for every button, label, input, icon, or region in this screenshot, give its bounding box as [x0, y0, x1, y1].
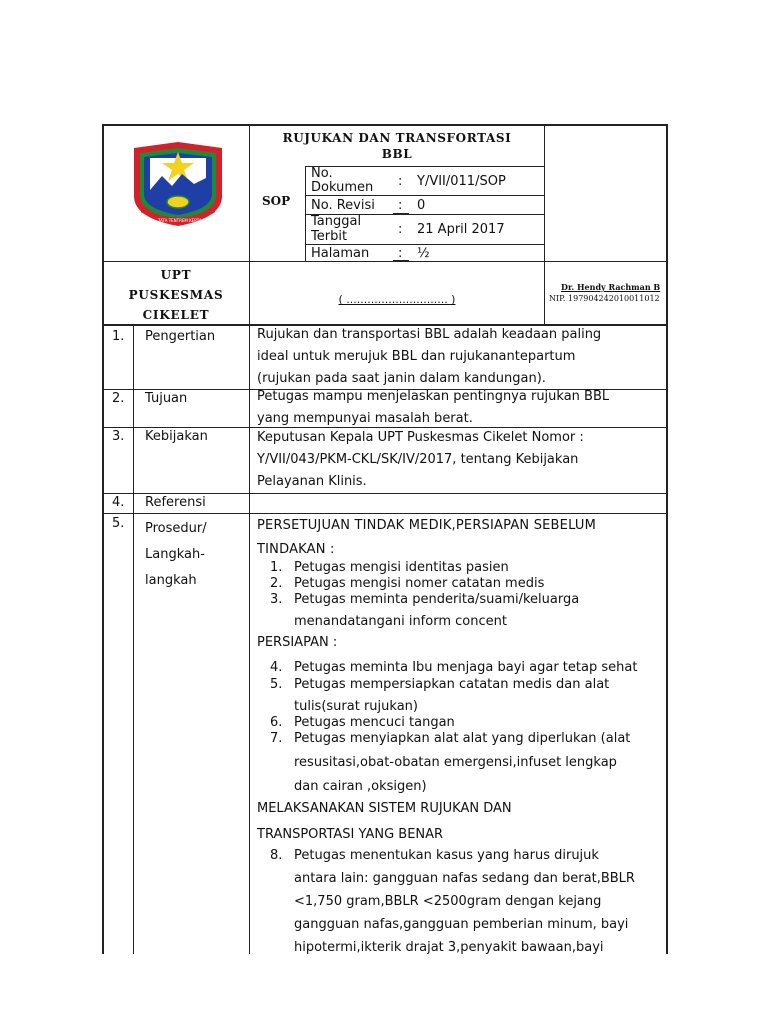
list-item-continuation: gangguan nafas,gangguan pemberian minum, bayi [294, 917, 629, 932]
divider [393, 213, 409, 214]
procedure-heading: MELAKSANAKAN SISTEM RUJUKAN DAN TRANSPORTASI YANG BENAR [257, 801, 512, 842]
table-border-right [666, 124, 668, 954]
list-item-continuation: hipotermi,ikterik drajat 3,penyakit bawaan,bayi [294, 940, 604, 955]
section-number: 4. [112, 495, 125, 510]
meta-sep: : [398, 198, 403, 213]
list-item-continuation: <1,750 gram,BBLR <2500gram dengan kejang [294, 894, 602, 909]
logo-emblem [128, 138, 228, 230]
signer-nip: NIP. 197904242010011012 [549, 294, 660, 303]
section-label-tujuan: Tujuan [145, 391, 188, 406]
logo-motto: TATA TENTREM KERTA RAHARJA [158, 218, 221, 223]
signer-block [549, 282, 660, 304]
section-content-kebijakan: Keputusan Kepala UPT Puskesmas Cikelet Nomor : Y/VII/043/PKM-CKL/SK/IV/2017, tentang Kebijakan Pelayanan Klinis. [257, 430, 584, 489]
list-item: 1. Petugas mengisi identitas pasien [270, 560, 509, 575]
section-number: 2. [112, 391, 125, 406]
divider [249, 324, 250, 954]
meta-label-no-revisi: No. Revisi [311, 198, 375, 213]
meta-sep: : [398, 246, 403, 261]
divider [102, 493, 667, 494]
section-label-kebijakan: Kebijakan [145, 429, 208, 444]
section-label-pengertian: Pengertian [145, 329, 216, 344]
table-border-top [102, 124, 667, 126]
table-border-left [102, 124, 104, 954]
divider [305, 195, 544, 196]
list-item: 4. Petugas meminta Ibu menjaga bayi agar tetap sehat [270, 660, 638, 675]
procedure-steps-group-3 [270, 844, 670, 959]
section-number: 3. [112, 429, 125, 444]
list-item: 7. Petugas menyiapkan alat alat yang diperlukan (alat [270, 731, 631, 746]
organization-name: UPT PUSKESMAS CIKELET [128, 268, 224, 322]
section-content-tujuan: Petugas mampu menjelaskan pentingnya rujukan BBL yang mempunyai masalah berat. [257, 389, 610, 426]
divider [133, 324, 134, 954]
procedure-steps-group-2 [270, 660, 670, 801]
section-label-referensi: Referensi [145, 495, 206, 510]
list-item-continuation: menandatangani inform concent [294, 614, 507, 629]
meta-value-halaman: ½ [417, 246, 430, 261]
procedure-steps-group-1 [270, 560, 670, 636]
list-item: 2. Petugas mengisi nomer catatan medis [270, 576, 545, 591]
list-item-continuation: antara lain: gangguan nafas sedang dan berat,BBLR [294, 871, 635, 886]
document-title [250, 130, 544, 162]
meta-sep: : [398, 174, 403, 189]
divider [102, 261, 667, 262]
signature-placeholder: ( ............................. ) [338, 293, 456, 306]
divider [305, 244, 544, 245]
meta-sep: : [398, 222, 403, 237]
list-item-continuation: dan cairan ,oksigen) [294, 779, 427, 794]
list-item-continuation: tulis(surat rujukan) [294, 699, 418, 714]
meta-label-tanggal-terbit: Tanggal Terbit [311, 214, 362, 244]
meta-value-no-revisi: 0 [417, 198, 426, 213]
meta-value-tanggal-terbit: 21 April 2017 [417, 222, 505, 237]
list-item: 3. Petugas meminta penderita/suami/keluarga [270, 592, 580, 607]
sop-label: SOP [262, 194, 291, 208]
section-content-pengertian: Rujukan dan transportasi BBL adalah keadaan paling ideal untuk merujuk BBL dan rujukanantepartum (rujukan pada saat janin dalam kandungan). [257, 327, 602, 386]
divider [544, 124, 545, 324]
procedure-heading: PERSIAPAN : [257, 635, 338, 650]
list-item-continuation: resusitasi,obat-obatan emergensi,infuset lengkap [294, 755, 617, 770]
list-item: 6. Petugas mencuci tangan [270, 715, 455, 730]
list-item: 8. Petugas menentukan kasus yang harus dirujuk [270, 848, 599, 863]
meta-label-halaman: Halaman [311, 246, 370, 261]
garut-logo [128, 138, 228, 230]
list-item: 5. Petugas mempersiapkan catatan medis dan alat [270, 677, 610, 692]
section-number: 5. [112, 516, 125, 531]
section-number: 1. [112, 329, 125, 344]
document-title-line1: RUJUKAN DAN TRANSFORTASI [282, 131, 512, 145]
meta-value-no-dokumen: Y/VII/011/SOP [417, 174, 506, 189]
section-label-prosedur: Prosedur/ Langkah- langkah [145, 521, 207, 588]
meta-label-no-dokumen: No. Dokumen [311, 166, 374, 195]
procedure-heading: PERSETUJUAN TINDAK MEDIK,PERSIAPAN SEBELUM TINDAKAN : [257, 518, 597, 557]
document-title-line2: BBL [381, 147, 413, 161]
signer-name: Dr. Hendy Rachman B [561, 282, 661, 292]
